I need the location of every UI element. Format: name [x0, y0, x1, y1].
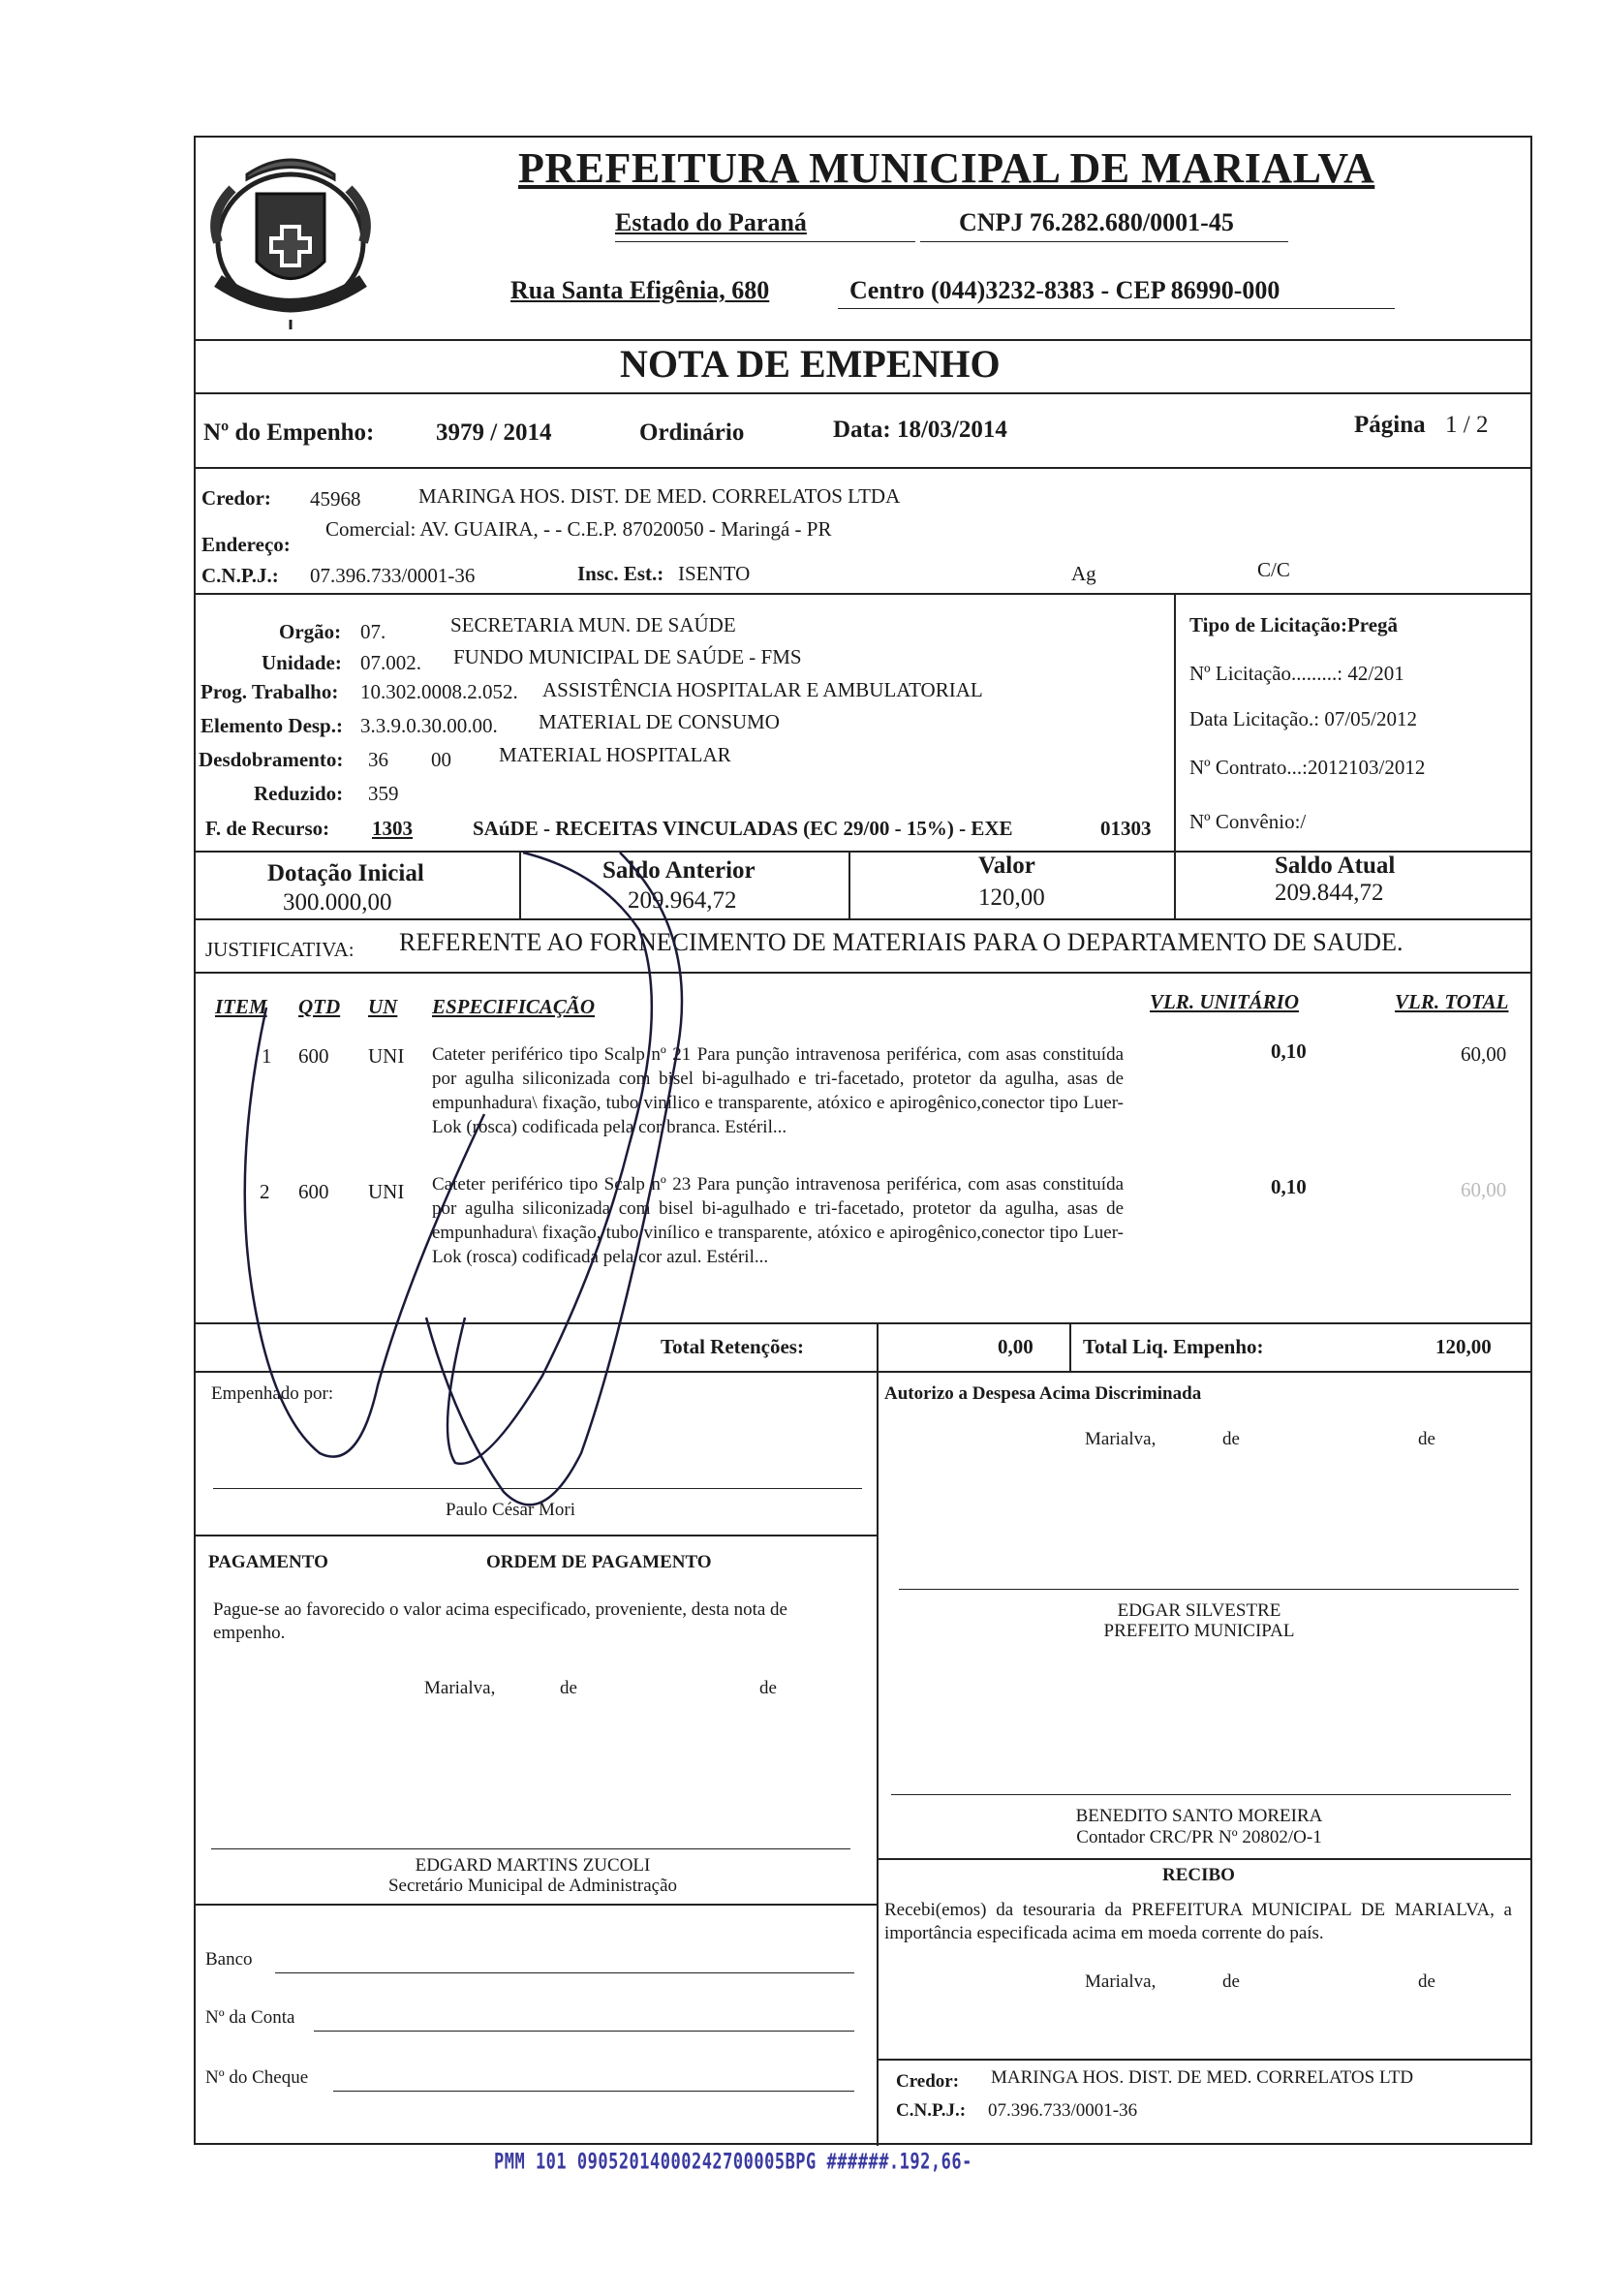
- state-registration: ISENTO: [678, 562, 751, 585]
- bid-type: Tipo de Licitação:Pregã: [1189, 613, 1399, 636]
- authorization-de-1: de: [1222, 1429, 1240, 1449]
- program-label: Prog. Trabalho:: [200, 680, 339, 703]
- empenho-type: Ordinário: [639, 419, 745, 446]
- element-code: 3.3.9.0.30.00.00.: [360, 714, 498, 737]
- committed-by-name: Paulo César Mori: [446, 1500, 576, 1520]
- initial-allocation: 300.000,00: [283, 889, 392, 915]
- municipality-contact: Centro (044)3232-8383 - CEP 86990-000: [849, 276, 1280, 304]
- breakdown-code: 36: [368, 748, 388, 771]
- unit-label: Unidade:: [262, 651, 342, 674]
- total-retentions: 0,00: [998, 1335, 1033, 1358]
- unit-name: FUNDO MUNICIPAL DE SAÚDE - FMS: [453, 645, 802, 668]
- resource-code: 1303: [372, 817, 413, 840]
- col-unit: UN: [368, 995, 398, 1018]
- creditor-cnpj-label: C.N.P.J.:: [201, 564, 279, 587]
- bank-label: Banco: [205, 1949, 253, 1970]
- receipt-de-2: de: [1418, 1971, 1435, 1992]
- accountant-title: Contador CRC/PR Nº 20802/O-1: [1076, 1827, 1322, 1847]
- empenho-number-label: Nº do Empenho:: [203, 419, 375, 446]
- initial-allocation-label: Dotação Inicial: [267, 860, 424, 886]
- resource-label: F. de Recurso:: [205, 817, 330, 840]
- receipt-creditor-label: Credor:: [896, 2071, 960, 2092]
- value-label: Valor: [978, 853, 1035, 879]
- total-retentions-label: Total Retenções:: [661, 1335, 804, 1358]
- payment-text: Pague-se ao favorecido o valor acima especificado, proveniente, desta nota de empenho.: [213, 1599, 787, 1643]
- creditor-name: MARINGA HOS. DIST. DE MED. CORRELATOS LTDA: [418, 484, 901, 508]
- payment-order-title: ORDEM DE PAGAMENTO: [486, 1552, 712, 1572]
- authorization-text: Autorizo a Despesa Acima Discriminada: [884, 1383, 1202, 1404]
- item-2-number: 2: [260, 1180, 270, 1203]
- receipt-cnpj: 07.396.733/0001-36: [988, 2100, 1138, 2121]
- justification-label: JUSTIFICATIVA:: [205, 938, 355, 961]
- receipt-text: Recebi(emos) da tesouraria da PREFEITURA MUNICIPAL DE MARIALVA, a importância especificada acima em moeda corrente do país.: [884, 1900, 1512, 1943]
- element-label: Elemento Desp.:: [200, 714, 343, 737]
- receipt-place: Marialva,: [1085, 1971, 1157, 1992]
- authorization-place: Marialva,: [1085, 1429, 1157, 1449]
- total-net-label: Total Liq. Empenho:: [1083, 1335, 1264, 1358]
- col-qty: QTD: [298, 995, 341, 1018]
- program-name: ASSISTÊNCIA HOSPITALAR E AMBULATORIAL: [542, 678, 983, 701]
- item-1-spec: Cateter periférico tipo Scalp nº 21 Para punção intravenosa periférica, com asas constituída por agulha siliconizada com bisel bi-agulhado e tri-facetado, protetor da agulha, asas de empunhadura\ fixação, tubo vinílico e transparente, atóxico e apirogênico,conector tipo Luer-Lok (rosca) codificada pela cor branca. Estéril...: [432, 1044, 1124, 1137]
- receipt-cnpj-label: C.N.P.J.:: [896, 2100, 967, 2121]
- state-registration-label: Insc. Est.:: [577, 562, 664, 585]
- previous-balance: 209.964,72: [628, 887, 737, 914]
- bid-date: Data Licitação.: 07/05/2012: [1189, 707, 1418, 730]
- creditor-cnpj: 07.396.733/0001-36: [310, 564, 476, 587]
- municipality-cnpj: CNPJ 76.282.680/0001-45: [959, 208, 1234, 236]
- organ-name: SECRETARIA MUN. DE SAÚDE: [450, 613, 736, 636]
- payment-de-1: de: [560, 1678, 577, 1698]
- item-1-number: 1: [262, 1044, 272, 1068]
- receipt-title: RECIBO: [1162, 1865, 1235, 1885]
- item-2-spec: Cateter periférico tipo Scalp nº 23 Para punção intravenosa periférica, com asas constituída por agulha siliconizada com bisel bi-agulhado e tri-facetado, protetor da agulha, asas de empunhadura\ fixação, tubo vinílico e transparente, atóxico e apirogênico,conector tipo Luer-Lok (rosca) codificada pela cor azul. Estéril...: [432, 1174, 1124, 1267]
- payment-title: PAGAMENTO: [208, 1552, 328, 1572]
- receipt-creditor: MARINGA HOS. DIST. DE MED. CORRELATOS LTD: [991, 2067, 1414, 2088]
- authorization-de-2: de: [1418, 1429, 1435, 1449]
- organ-code: 07.: [360, 620, 386, 643]
- empenho-number: 3979 / 2014: [436, 419, 552, 446]
- contract-number: Nº Contrato...:2012103/2012: [1189, 756, 1426, 779]
- resource-name: SAúDE - RECEITAS VINCULADAS (EC 29/00 - 15%) - EXE: [473, 817, 1013, 840]
- authentication-stamp: PMM 101 09052014000242700005BPG ######.192,66-: [494, 2150, 972, 2175]
- item-2-unit: UNI: [368, 1180, 405, 1203]
- item-1-unit-price: 0,10: [1271, 1039, 1307, 1063]
- item-1-total: 60,00: [1461, 1042, 1507, 1066]
- document-title: NOTA DE EMPENHO: [620, 342, 1001, 386]
- account-label: Nº da Conta: [205, 2007, 295, 2028]
- item-1-unit: UNI: [368, 1044, 405, 1068]
- secretary-title: Secretário Municipal de Administração: [387, 1876, 678, 1896]
- creditor-address: Comercial: AV. GUAIRA, - - C.E.P. 87020050 - Maringá - PR: [325, 517, 832, 541]
- creditor-label: Credor:: [201, 486, 271, 510]
- agreement-number: Nº Convênio:/: [1189, 810, 1307, 833]
- bank-agency-label: Ag: [1071, 562, 1096, 585]
- col-item: ITEM: [215, 995, 267, 1018]
- mayor-title: PREFEITO MUNICIPAL: [1103, 1621, 1295, 1641]
- page-label: Página: [1354, 412, 1426, 438]
- receipt-de-1: de: [1222, 1971, 1240, 1992]
- col-unit-price: VLR. UNITÁRIO: [1150, 990, 1300, 1013]
- check-label: Nº do Cheque: [205, 2067, 309, 2088]
- breakdown-sub: 00: [431, 748, 451, 771]
- bid-number: Nº Licitação.........: 42/201: [1189, 662, 1404, 685]
- unit-code: 07.002.: [360, 651, 421, 674]
- payment-de-2: de: [759, 1678, 777, 1698]
- col-total-price: VLR. TOTAL: [1395, 990, 1509, 1013]
- reduced-label: Reduzido:: [254, 782, 344, 805]
- accountant-name: BENEDITO SANTO MOREIRA: [1075, 1806, 1323, 1826]
- current-balance-label: Saldo Atual: [1275, 853, 1396, 879]
- breakdown-name: MATERIAL HOSPITALAR: [499, 743, 731, 766]
- value: 120,00: [978, 884, 1045, 911]
- col-spec: ESPECIFICAÇÃO: [432, 995, 596, 1018]
- municipality-address: Rua Santa Efigênia, 680: [510, 276, 770, 304]
- item-2-total: 60,00: [1461, 1178, 1507, 1201]
- breakdown-label: Desdobramento:: [199, 748, 344, 771]
- element-name: MATERIAL DE CONSUMO: [539, 710, 780, 733]
- municipality-title: PREFEITURA MUNICIPAL DE MARIALVA: [518, 144, 1375, 192]
- item-2-unit-price: 0,10: [1271, 1175, 1307, 1198]
- committed-by-label: Empenhado por:: [211, 1383, 334, 1404]
- reduced-code: 359: [368, 782, 399, 805]
- justification-text: REFERENTE AO FORNECIMENTO DE MATERIAIS PARA O DEPARTAMENTO DE SAUDE.: [399, 928, 1404, 956]
- payment-place: Marialva,: [424, 1678, 496, 1698]
- bank-account-label: C/C: [1257, 558, 1290, 581]
- previous-balance-label: Saldo Anterior: [602, 857, 756, 884]
- program-code: 10.302.0008.2.052.: [360, 680, 518, 703]
- organ-label: Orgão:: [279, 620, 342, 643]
- address-label: Endereço:: [201, 533, 291, 556]
- item-1-qty: 600: [298, 1044, 329, 1068]
- page-number: 1 / 2: [1445, 412, 1489, 438]
- resource-number: 01303: [1100, 817, 1152, 840]
- empenho-date: Data: 18/03/2014: [833, 417, 1007, 443]
- current-balance: 209.844,72: [1275, 880, 1384, 906]
- item-2-qty: 600: [298, 1180, 329, 1203]
- creditor-code: 45968: [310, 487, 361, 511]
- total-net: 120,00: [1435, 1335, 1492, 1358]
- mayor-name: EDGAR SILVESTRE: [1117, 1600, 1281, 1621]
- state-name: Estado do Paraná: [615, 208, 807, 236]
- secretary-name: EDGARD MARTINS ZUCOLI: [415, 1855, 651, 1876]
